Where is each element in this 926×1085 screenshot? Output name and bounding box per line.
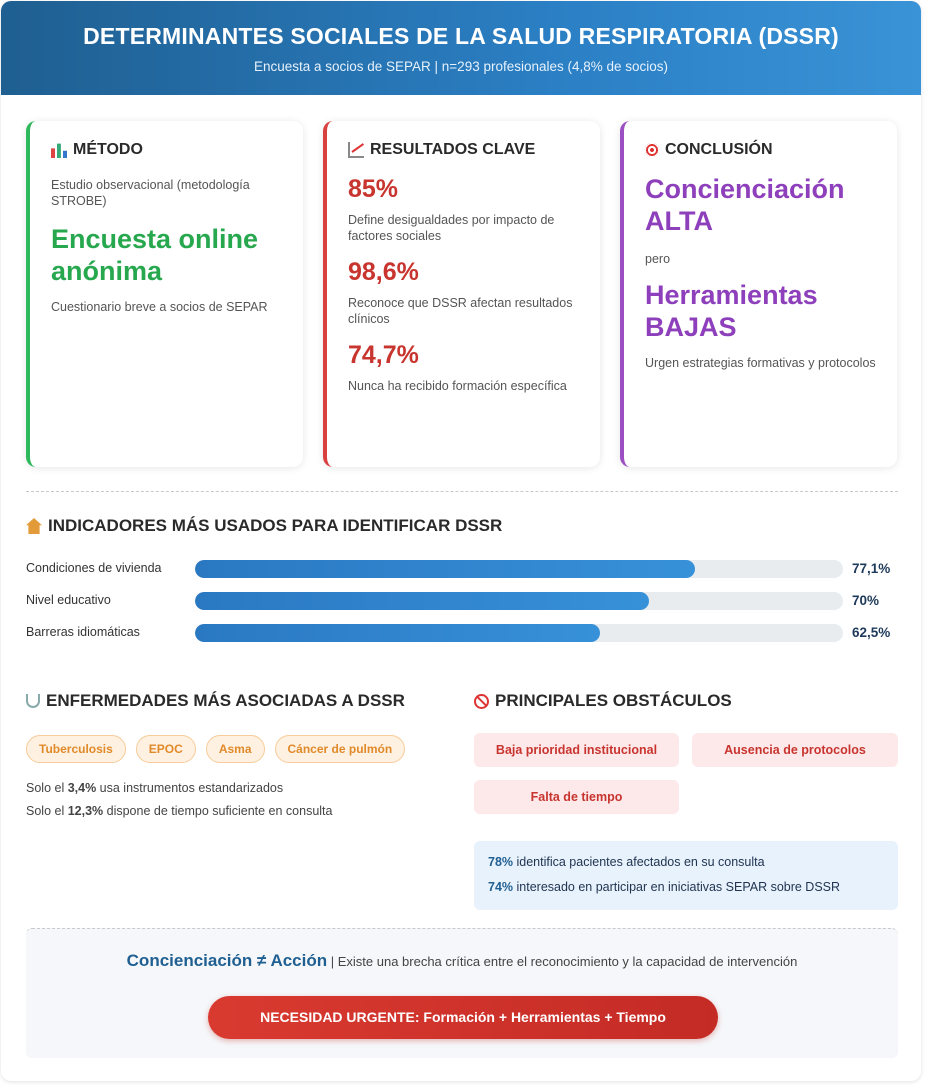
stethoscope-icon [26, 694, 40, 708]
indicator-value: 62,5% [852, 625, 891, 640]
disease-tags [26, 735, 456, 763]
obstacle-item: Ausencia de protocolos [692, 733, 898, 767]
obstaculos-title: PRINCIPALES OBSTÁCULOS [495, 691, 732, 710]
page-subtitle: Encuesta a socios de SEPAR | n=293 profesionales (4,8% de socios) [253, 59, 669, 74]
obstacle-item: Falta de tiempo [474, 780, 679, 814]
disease-tag: EPOC [136, 735, 196, 763]
metodo-title: MÉTODO [73, 141, 143, 158]
page-title: DETERMINANTES SOCIALES DE LA SALUD RESPIRATORIA (DSSR) [83, 23, 839, 49]
obstaculos-section [474, 691, 898, 894]
indicadores-section [26, 516, 898, 640]
result-text: Define desigualdades por impacto de factores sociales [348, 213, 555, 243]
conclusion-card [620, 121, 897, 467]
metodo-card [26, 121, 303, 467]
metodo-highlight: Encuesta online anónima [51, 224, 259, 286]
result-text: Nunca ha recibido formación específica [348, 379, 567, 393]
bar-fill [195, 560, 695, 578]
indicator-value: 70% [852, 593, 880, 608]
house-icon [26, 518, 42, 534]
bar-chart-icon [51, 142, 67, 158]
conclusion-note: Urgen estrategias formativas y protocolos [645, 356, 876, 370]
metodo-note: Cuestionario breve a socios de SEPAR [51, 300, 268, 314]
header [1, 1, 921, 95]
resultados-card [323, 121, 600, 467]
indicator-bar [26, 559, 898, 579]
disease-tag: Asma [206, 735, 265, 763]
enfermedades-title: ENFERMEDADES MÁS ASOCIADAS A DSSR [46, 691, 405, 710]
result-value: 98,6% [348, 258, 419, 286]
bar-fill [195, 592, 649, 610]
urgent-banner: NECESIDAD URGENTE: Formación + Herramientas + Tiempo [208, 996, 718, 1039]
obstacle-item: Baja prioridad institucional [474, 733, 679, 767]
conclusion-highlight-1: Concienciación ALTA [645, 174, 845, 236]
info-box [474, 841, 898, 910]
metodo-desc: Estudio observacional (metodología STROBE) [51, 178, 250, 208]
conclusion-title: CONCLUSIÓN [665, 141, 773, 158]
indicadores-title: INDICADORES MÁS USADOS PARA IDENTIFICAR DSSR [48, 516, 503, 535]
result-text: Reconoce que DSSR afectan resultados clínicos [348, 296, 573, 326]
indicator-value: 77,1% [852, 561, 891, 576]
prohibited-icon [474, 694, 489, 709]
target-icon [645, 143, 659, 157]
disease-tag: Cáncer de pulmón [275, 735, 406, 763]
indicator-label: Barreras idiomáticas [26, 625, 140, 639]
conclusion-highlight-2: Herramientas BAJAS [645, 280, 818, 342]
conclusion-connector: pero [645, 252, 671, 266]
bar-fill [195, 624, 600, 642]
footer-text: | Existe una brecha crítica entre el reconocimiento y la capacidad de intervención [327, 954, 798, 969]
indicator-label: Nivel educativo [26, 593, 111, 607]
info-line: 74% interesado en participar en iniciativas SEPAR sobre DSSR [488, 880, 841, 894]
bar-track [195, 624, 843, 642]
bar-track [195, 592, 843, 610]
trend-chart-icon [348, 142, 364, 158]
infographic-card [1, 1, 921, 1081]
summary-row [26, 121, 898, 467]
divider [26, 491, 898, 492]
enfermedades-section [26, 691, 456, 818]
footer-panel [26, 928, 898, 1058]
indicator-bar [26, 623, 898, 643]
result-value: 74,7% [348, 341, 419, 369]
disease-tag: Tuberculosis [26, 735, 126, 763]
indicator-bar [26, 591, 898, 611]
footer-accent: Concienciación ≠ Acción [126, 951, 328, 970]
resultados-title: RESULTADOS CLAVE [370, 141, 536, 158]
bar-track [195, 560, 843, 578]
info-line: 78% identifica pacientes afectados en su consulta [488, 855, 765, 869]
indicator-label: Condiciones de vivienda [26, 561, 162, 575]
stat-line: Solo el 12,3% dispone de tiempo suficiente en consulta [26, 804, 333, 818]
stat-line: Solo el 3,4% usa instrumentos estandarizados [26, 781, 284, 795]
footer-line [26, 951, 898, 971]
result-value: 85% [348, 175, 399, 203]
